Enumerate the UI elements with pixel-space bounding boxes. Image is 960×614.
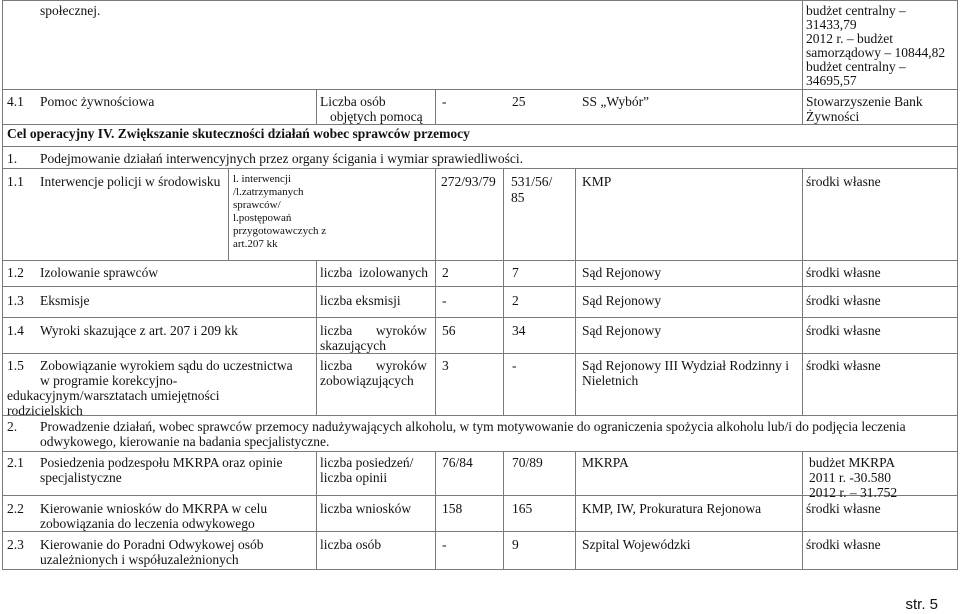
indicator: liczba eksmisji [320,293,401,308]
value-2012: 2 [512,293,519,308]
indicator: art.207 kk [233,238,278,250]
executor: Sąd Rejonowy III Wydział Rodzinny i [582,358,790,373]
grid-line [2,569,958,570]
value-2011: - [442,94,447,109]
section-number: 2. [7,419,18,434]
indicator: sprawców/ [233,199,281,211]
task-name: uzależnionych i współuzależnionych [40,552,239,567]
indicator: objętych pomocą [330,109,423,124]
indicator: /l.zatrzymanych [233,186,304,198]
financing: środki własne [806,537,881,552]
value-2012: 7 [512,265,519,280]
row-number: 2.1 [7,455,24,470]
grid-line [802,168,803,260]
continued-text: społecznej. [40,3,101,18]
financing: środki własne [806,174,881,189]
indicator: zobowiązujących [320,373,414,388]
task-name: Kierowanie wniosków do MKRPA w celu [40,501,268,516]
grid-line [2,353,958,354]
task-name: Kierowanie do Poradni Odwykowej osób [40,537,264,552]
task-name: edukacyjnym/warsztatach umiejętności [7,388,220,403]
value-2011: - [442,537,447,552]
grid-line [802,260,803,415]
grid-line [316,451,317,569]
grid-line [575,260,576,415]
grid-line [575,451,576,569]
executor: KMP [582,174,612,189]
row-number: 1.1 [7,174,24,189]
financing: budżet MKRPA [809,455,896,470]
grid-line [2,146,958,147]
executor: Sąd Rejonowy [582,265,662,280]
budget-line: 34695,57 [806,73,857,88]
section-heading: Podejmowanie działań interwencyjnych przez organy ścigania i wymiar sprawiedliwości. [40,151,523,166]
budget-line: samorządowy – 10844,82 [806,45,946,60]
grid-line [435,451,436,569]
financing: 2011 r. -30.580 [809,470,891,485]
indicator: Liczba osób [320,94,386,109]
financing: 2012 r. – 31.752 [809,485,898,500]
financing: Stowarzyszenie Bank [806,94,923,109]
value-2011: - [442,293,447,308]
budget-line: 31433,79 [806,17,857,32]
row-number: 2.2 [7,501,24,516]
indicator: liczba izolowanych [320,265,428,280]
value-2012: 531/56/ [511,174,553,189]
grid-line [957,0,958,570]
grid-line [2,531,958,532]
row-number: 1.4 [7,323,24,338]
page-number: str. 5 [905,596,938,613]
task-name: Zobowiązanie wyrokiem sądu do uczestnictwa [40,358,293,373]
grid-line [575,168,576,260]
grid-line [2,168,958,169]
grid-line [228,168,229,260]
indicator: liczba opinii [320,470,388,485]
indicator: liczba wyroków [320,358,427,373]
task-name: Posiedzenia podzespołu MKRPA oraz opinie [40,455,283,470]
financing: Żywności [806,109,860,124]
budget-line: budżet centralny – [806,59,906,74]
grid-line [503,168,504,260]
indicator: skazujących [320,338,386,353]
value-2012: 25 [512,94,526,109]
row-number: 1.2 [7,265,24,280]
indicator: liczba wniosków [320,501,412,516]
task-name: Eksmisje [40,293,90,308]
grid-line [2,0,3,570]
grid-line [2,451,958,452]
executor: MKRPA [582,455,629,470]
grid-line [435,260,436,415]
executor: Nieletnich [582,373,639,388]
indicator: liczba wyroków [320,323,427,338]
grid-line [435,89,436,124]
task-name: Izolowanie sprawców [40,265,159,280]
financing: środki własne [806,358,881,373]
financing: środki własne [806,293,881,308]
row-number: 1.3 [7,293,24,308]
goal-heading: Cel operacyjny IV. Zwiększanie skuteczności działań wobec sprawców przemocy [7,126,470,141]
task-name: Pomoc żywnościowa [40,94,155,109]
task-name: Interwencje policji w środowisku [40,174,221,189]
financing: środki własne [806,501,881,516]
grid-line [2,286,958,287]
value-2012: - [512,358,517,373]
grid-line [802,451,803,569]
row-number: 4.1 [7,94,24,109]
executor: KMP, IW, Prokuratura Rejonowa [582,501,762,516]
value-2011: 2 [442,265,449,280]
grid-line [316,89,317,124]
budget-line: budżet centralny – [806,3,906,18]
section-heading: odwykowego, kierowanie na badania specjalistyczne. [40,434,330,449]
grid-line [435,168,436,260]
task-name: Wyroki skazujące z art. 207 i 209 kk [40,323,238,338]
executor: SS „Wybór” [582,94,650,109]
grid-line [2,260,958,261]
value-2012: 34 [512,323,526,338]
indicator: przygotowawczych z [233,225,327,237]
grid-line [503,451,504,569]
indicator: l.postępowań [233,212,292,224]
grid-line [316,260,317,415]
value-2011: 76/84 [442,455,473,470]
value-2012: 70/89 [512,455,543,470]
task-name: w programie korekcyjno- [40,373,178,388]
grid-line [503,260,504,415]
value-2012: 85 [511,190,525,205]
grid-line [802,0,803,89]
row-number: 2.3 [7,537,24,552]
budget-line: 2012 r. – budżet [806,31,893,46]
financing: środki własne [806,265,881,280]
grid-line [2,0,958,1]
value-2011: 158 [442,501,463,516]
value-2011: 272/93/79 [441,174,496,189]
indicator: liczba posiedzeń/ [320,455,414,470]
indicator: liczba osób [320,537,382,552]
value-2011: 56 [442,323,456,338]
section-number: 1. [7,151,18,166]
task-name: zobowiązania do leczenia odwykowego [40,516,255,531]
financing: środki własne [806,323,881,338]
task-name: rodzicielskich [7,403,83,418]
grid-line [2,89,958,90]
grid-line [2,317,958,318]
executor: Sąd Rejonowy [582,323,662,338]
grid-line [2,124,958,125]
value-2012: 9 [512,537,519,552]
grid-line [802,89,803,124]
value-2012: 165 [512,501,533,516]
indicator: l. interwencji [233,173,292,185]
executor: Szpital Wojewódzki [582,537,691,552]
section-heading: Prowadzenie działań, wobec sprawców przemocy nadużywających alkoholu, w tym motywowanie do ograniczenia spożycia alkoholu lub/i do podjęcia leczenia [40,419,906,434]
row-number: 1.5 [7,358,24,373]
value-2011: 3 [442,358,449,373]
executor: Sąd Rejonowy [582,293,662,308]
grid-line [2,415,958,416]
task-name: specjalistyczne [40,470,122,485]
